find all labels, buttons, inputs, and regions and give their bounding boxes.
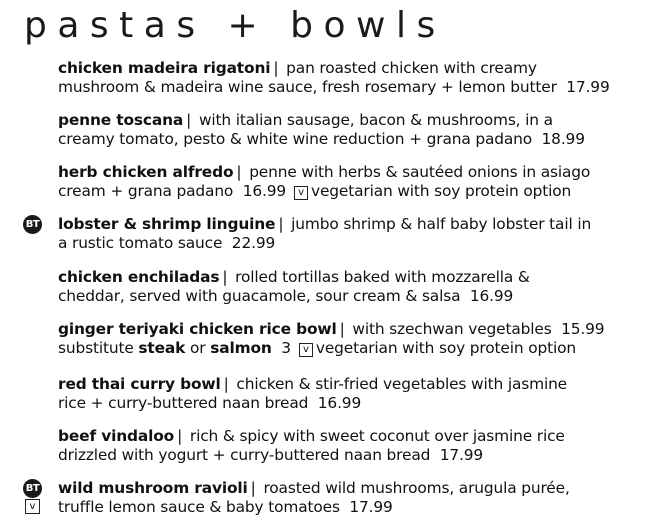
menu-item-red-thai-curry-bowl bbox=[58, 375, 648, 413]
item-separator: | bbox=[250, 479, 256, 497]
item-price: 18.99 bbox=[541, 130, 585, 148]
item-name: chicken madeira rigatoni bbox=[58, 59, 271, 77]
menu-item-lobster-shrimp-linguine bbox=[58, 215, 648, 253]
substitute-or: or bbox=[190, 339, 206, 357]
item-separator: | bbox=[278, 215, 284, 233]
item-separator: | bbox=[222, 268, 228, 286]
item-name: lobster & shrimp linguine bbox=[58, 215, 276, 233]
item-separator: | bbox=[236, 163, 242, 181]
item-description-line2: truffle lemon sauce & baby tomatoes bbox=[58, 498, 340, 516]
substitute-steak: steak bbox=[138, 339, 186, 357]
vegetarian-note: vegetarian with soy protein option bbox=[311, 182, 572, 200]
item-separator: | bbox=[223, 375, 229, 393]
menu-item-chicken-madeira-rigatoni bbox=[58, 59, 648, 97]
item-name: herb chicken alfredo bbox=[58, 163, 234, 181]
item-description-line1: pan roasted chicken with creamy bbox=[286, 59, 537, 77]
item-description-line2: cream + grana padano bbox=[58, 182, 234, 200]
section-title: pastas + bowls bbox=[24, 5, 446, 46]
bt-badge-icon: BT bbox=[23, 215, 42, 234]
substitute-label: substitute bbox=[58, 339, 134, 357]
item-description-line1: with szechwan vegetables bbox=[352, 320, 552, 338]
item-description-line2: rice + curry-buttered naan bread bbox=[58, 394, 309, 412]
menu-item-herb-chicken-alfredo bbox=[58, 163, 648, 201]
item-description-line1: chicken & stir-fried vegetables with jasmine bbox=[236, 375, 567, 393]
vegetarian-icon: v bbox=[294, 186, 308, 200]
menu-item-penne-toscana bbox=[58, 111, 648, 149]
bt-badge-icon: BT bbox=[23, 479, 42, 498]
menu-item-wild-mushroom-ravioli bbox=[58, 479, 648, 517]
vegetarian-icon: v bbox=[299, 343, 313, 357]
substitute-price: 3 bbox=[281, 339, 291, 357]
item-description-line1: jumbo shrimp & half baby lobster tail in bbox=[291, 215, 592, 233]
item-description-line2: cheddar, served with guacamole, sour cream & salsa bbox=[58, 287, 461, 305]
item-description-line2: a rustic tomato sauce bbox=[58, 234, 223, 252]
item-price: 17.99 bbox=[349, 498, 393, 516]
item-price: 16.99 bbox=[242, 182, 287, 200]
vegetarian-note: vegetarian with soy protein option bbox=[315, 339, 576, 357]
menu-item-ginger-teriyaki-chicken-rice-bowl bbox=[58, 320, 648, 358]
vegetarian-icon: v bbox=[25, 499, 40, 514]
item-name: chicken enchiladas bbox=[58, 268, 220, 286]
item-name: beef vindaloo bbox=[58, 427, 175, 445]
item-price: 16.99 bbox=[469, 287, 514, 305]
item-name: ginger teriyaki chicken rice bowl bbox=[58, 320, 337, 338]
menu-item-beef-vindaloo bbox=[58, 427, 648, 465]
item-description-line1: rich & spicy with sweet coconut over jasmine rice bbox=[189, 427, 565, 445]
item-price: 17.99 bbox=[439, 446, 484, 464]
item-separator: | bbox=[273, 59, 279, 77]
item-price: 22.99 bbox=[231, 234, 276, 252]
item-separator: | bbox=[339, 320, 345, 338]
item-separator: | bbox=[177, 427, 183, 445]
item-description-line1: roasted wild mushrooms, arugula purée, bbox=[263, 479, 570, 497]
menu-item-chicken-enchiladas bbox=[58, 268, 648, 306]
item-description-line1: rolled tortillas baked with mozzarella & bbox=[235, 268, 530, 286]
item-description-line2: drizzled with yogurt + curry-buttered naan bread bbox=[58, 446, 431, 464]
item-name: wild mushroom ravioli bbox=[58, 479, 248, 497]
item-description-line1: with italian sausage, bacon & mushrooms, in a bbox=[198, 111, 553, 129]
item-price: 15.99 bbox=[561, 320, 605, 338]
item-description-line2: creamy tomato, pesto & white wine reduction + grana padano bbox=[58, 130, 533, 148]
substitute-salmon: salmon bbox=[210, 339, 272, 357]
item-name: red thai curry bowl bbox=[58, 375, 221, 393]
item-price: 16.99 bbox=[317, 394, 362, 412]
item-separator: | bbox=[186, 111, 192, 129]
item-description-line1: penne with herbs & sautéed onions in asiago bbox=[249, 163, 591, 181]
item-price: 17.99 bbox=[566, 78, 610, 96]
item-description-line2: mushroom & madeira wine sauce, fresh rosemary + lemon butter bbox=[58, 78, 557, 96]
item-name: penne toscana bbox=[58, 111, 184, 129]
